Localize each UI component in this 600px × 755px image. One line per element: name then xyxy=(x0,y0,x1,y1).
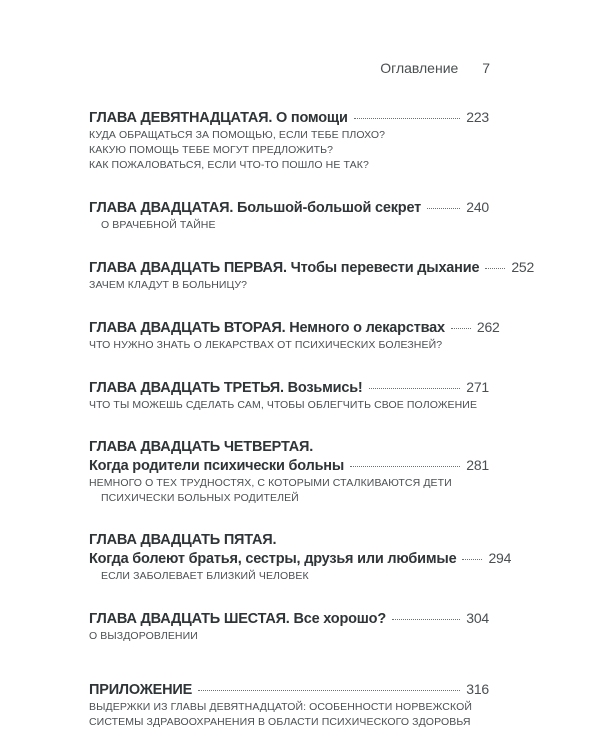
table-of-contents xyxy=(89,108,535,755)
toc-entry-page: 304 xyxy=(466,610,489,626)
dot-leader xyxy=(451,328,471,329)
dot-leader xyxy=(369,388,461,389)
dot-leader xyxy=(354,118,461,119)
description-line: ЧТО НУЖНО ЗНАТЬ О ЛЕКАРСТВАХ ОТ ПСИХИЧЕСКИХ БОЛЕЗНЕЙ? xyxy=(89,339,443,351)
toc-entry[interactable] xyxy=(89,258,535,293)
description-line: КАК ПОЖАЛОВАТЬСЯ, ЕСЛИ ЧТО-ТО ПОШЛО НЕ ТАК? xyxy=(89,159,369,171)
description-line: ЗАЧЕМ КЛАДУТ В БОЛЬНИЦУ? xyxy=(89,279,248,291)
description-line: ВЫДЕРЖКИ ИЗ ГЛАВЫ ДЕВЯТНАДЦАТОЙ: ОСОБЕННОСТИ НОРВЕЖСКОЙ xyxy=(89,701,472,713)
toc-entry-description xyxy=(89,218,489,233)
dot-leader xyxy=(427,208,460,209)
toc-entry-title-line xyxy=(89,456,489,475)
toc-entry[interactable] xyxy=(89,318,500,353)
toc-entry-title: ГЛАВА ДВАДЦАТЬ ПЕРВАЯ. Чтобы перевести дыхание xyxy=(89,260,480,276)
toc-entry-title: Когда болеют братья, сестры, друзья или любимые xyxy=(89,551,457,567)
toc-entry-page: 281 xyxy=(466,457,489,473)
toc-entry-heading: ГЛАВА ДВАДЦАТЬ ЧЕТВЕРТАЯ. xyxy=(89,439,314,455)
toc-entry-page: 223 xyxy=(466,109,489,125)
toc-entry-title-line xyxy=(89,108,489,127)
dot-leader xyxy=(392,619,460,620)
toc-entry[interactable] xyxy=(89,108,489,173)
page-number: 7 xyxy=(482,60,490,76)
toc-entry-page: 262 xyxy=(476,319,500,335)
toc-entry-description xyxy=(89,629,489,644)
toc-entry-title-line xyxy=(89,258,535,277)
toc-entry[interactable] xyxy=(89,198,489,233)
toc-entry-heading: ГЛАВА ДВАДЦАТЬ ПЯТАЯ. xyxy=(89,532,277,548)
dot-leader xyxy=(350,466,460,467)
description-line: СИСТЕМЫ ЗДРАВООХРАНЕНИЯ В ОБЛАСТИ ПСИХИЧЕСКОГО ЗДОРОВЬЯ xyxy=(89,716,471,728)
toc-entry-title-line xyxy=(89,609,489,628)
dot-leader xyxy=(462,559,482,560)
toc-entry-description xyxy=(89,278,489,293)
description-line: ЕСЛИ ЗАБОЛЕВАЕТ БЛИЗКИЙ ЧЕЛОВЕК xyxy=(101,570,309,582)
toc-entry-appendix[interactable] xyxy=(89,680,489,730)
toc-entry[interactable] xyxy=(89,609,489,644)
toc-entry-title-line xyxy=(89,198,489,217)
section-title: Оглавление xyxy=(380,60,459,76)
toc-entry-description xyxy=(89,128,489,173)
toc-entry-title: ГЛАВА ДВАДЦАТЬ ВТОРАЯ. Немного о лекарствах xyxy=(89,320,445,336)
toc-entry-title: ГЛАВА ДЕВЯТНАДЦАТАЯ. О помощи xyxy=(89,110,348,126)
toc-entry[interactable] xyxy=(89,378,489,413)
toc-entry[interactable] xyxy=(89,438,489,506)
toc-entry-title-line xyxy=(89,318,500,337)
toc-entry-title-line xyxy=(89,680,489,699)
dot-leader xyxy=(198,690,460,691)
toc-entry-title: ГЛАВА ДВАДЦАТЬ ТРЕТЬЯ. Возьмись! xyxy=(89,380,363,396)
toc-entry-description xyxy=(89,569,489,584)
toc-entry-title-line xyxy=(89,549,512,568)
description-line: КУДА ОБРАЩАТЬСЯ ЗА ПОМОЩЬЮ, ЕСЛИ ТЕБЕ ПЛОХО? xyxy=(89,129,386,141)
description-line: О ВЫЗДОРОВЛЕНИИ xyxy=(89,630,198,642)
toc-entry-page: 294 xyxy=(488,550,512,566)
dot-leader xyxy=(485,268,505,269)
toc-entry-title: ГЛАВА ДВАДЦАТАЯ. Большой-большой секрет xyxy=(89,200,422,216)
toc-entry-description xyxy=(89,476,489,506)
running-header xyxy=(380,60,490,76)
toc-entry-page: 271 xyxy=(466,379,489,395)
toc-entry[interactable] xyxy=(89,531,512,584)
description-line: ЧТО ТЫ МОЖЕШЬ СДЕЛАТЬ САМ, ЧТОБЫ ОБЛЕГЧИТЬ СВОЕ ПОЛОЖЕНИЕ xyxy=(89,399,478,411)
toc-entry-description xyxy=(89,700,489,730)
toc-entry-page: 316 xyxy=(466,681,489,697)
toc-entry-page: 240 xyxy=(466,199,489,215)
toc-entry-title: ГЛАВА ДВАДЦАТЬ ШЕСТАЯ. Все хорошо? xyxy=(89,611,386,627)
toc-entry-title: Когда родители психически больны xyxy=(89,458,345,474)
description-line: О ВРАЧЕБНОЙ ТАЙНЕ xyxy=(101,219,216,231)
description-line: КАКУЮ ПОМОЩЬ ТЕБЕ МОГУТ ПРЕДЛОЖИТЬ? xyxy=(89,144,334,156)
toc-entry-title-line xyxy=(89,378,489,397)
toc-entry-description xyxy=(89,398,489,413)
description-line: ПСИХИЧЕСКИ БОЛЬНЫХ РОДИТЕЛЕЙ xyxy=(101,492,299,504)
toc-entry-page: 252 xyxy=(511,259,535,275)
description-line: НЕМНОГО О ТЕХ ТРУДНОСТЯХ, С КОТОРЫМИ СТАЛКИВАЮТСЯ ДЕТИ xyxy=(89,477,452,489)
toc-entry-title: ПРИЛОЖЕНИЕ xyxy=(89,682,193,698)
toc-entry-description xyxy=(89,338,489,353)
